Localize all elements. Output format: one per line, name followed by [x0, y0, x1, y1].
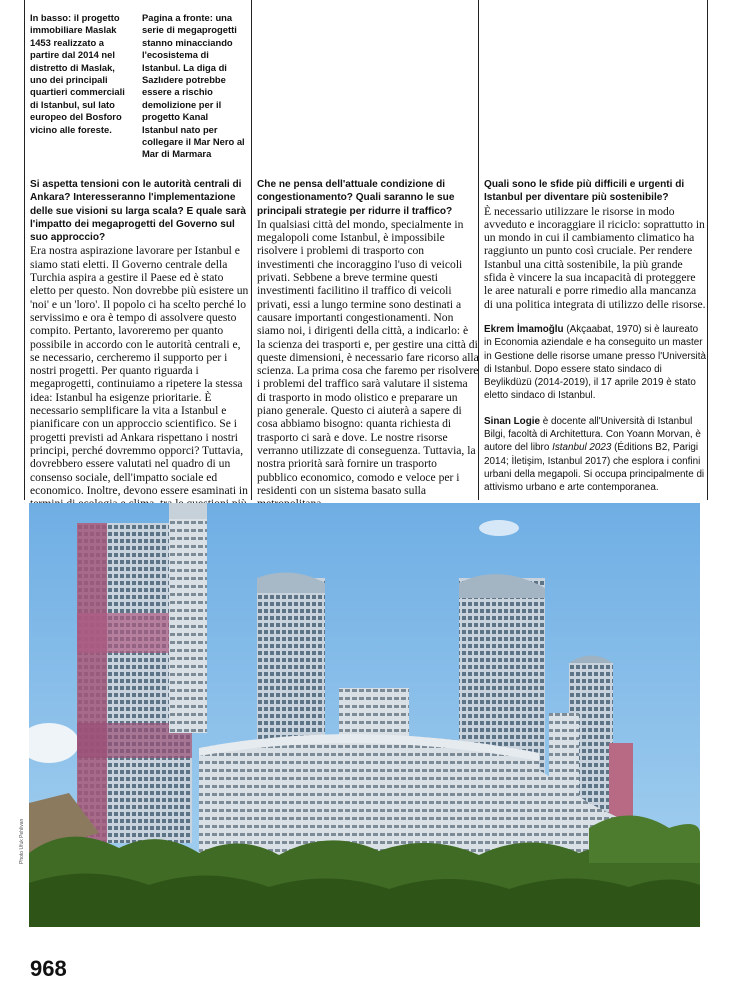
page-number: 968: [30, 956, 67, 981]
column-rule: [24, 0, 25, 500]
answer: Era nostra aspirazione lavorare per Istanbul e siamo stati eletti. Il Governo centrale della Turchia aspira a gestire il Paese ed è stato eletto per questo. Non dovrebbe più esistere un 'noi' e un 'loro'. Il popolo ci ha scelto perché lo servissimo e ora è tempo di assolvere questo compito. Pertanto, lavoreremo per quanto possibile in accordo con le autorità centrali e, se necessario, cercheremo il supporto per i nostri progetti. Per quanto riguarda i megaprogetti, continuiamo a ripetere la stessa idea: Istanbul ha esigenze prioritarie. È necessario semplificare la vita a Istanbul e pianificare con un approccio scientifico. Se i progetti previsti ad Ankara rispettano i nostri principi, perché dovremmo opporci? Tuttavia, dovrebbero essere valutati nel quadro di un consenso sociale, dell'impatto sociale ed economico. Inoltre, devono essere esaminati in: [30, 244, 249, 497]
author-bio-logie: [484, 415, 706, 495]
bio-text: (Éditions B2, Parigi 2014; İletişim, Istanbul 2017) che esplora i confini urbani della megapoli. Si occupa principalmente di attivismo urbano e arte contemporanea.: [484, 442, 705, 494]
bio-name: Sinan Logie: [484, 415, 540, 427]
bio-text: (Akçaabat, 1970) si è laureato in Economia aziendale e ha conseguito un master in Gestione delle risorse umane presso l'Università di Istanbul. Dopo essere stato sindaco di Beylikdüzü (2014-2019), il 17 aprile 2019 è stato eletto sindaco di Istanbul.: [484, 323, 706, 402]
question: Quali sono le sfide più difficili e urgenti di Istanbul per diventare più sostenibile?: [484, 179, 685, 204]
question: Che ne pensa dell'attuale condizione di congestionamento? Quali saranno le sue principali strategie per ridurre il traffico?: [257, 179, 455, 217]
column-rule: [707, 0, 708, 500]
city-skyline-illustration: [29, 503, 700, 927]
bio-text: è docente all'Università di Istanbul Bilgi, facoltà di Architettura. Con Yoann Morvan, è autore del libro: [484, 415, 701, 454]
maslak-1453-photo: [29, 503, 700, 927]
book-title: Istanbul 2023: [552, 442, 612, 454]
answer: È necessario utilizzare le risorse in modo avveduto e incoraggiare il riciclo: soprattutto in un mondo in cui il cambiamento climatico ha raggiunto un punto così cruciale. Per rendere Istanbul una città sostenibile, la più grande sfida è vincere la sua incapacità di proteggere le aree naturali e porre rimedio alla mancanza di una politica integrata di utilizzo delle risorse.: [484, 204, 706, 311]
photo-credit: Photo Ufuk Pehlivan: [19, 818, 25, 864]
bio-name: Ekrem İmamoğlu: [484, 323, 564, 335]
interview-column-2: [257, 178, 479, 510]
interview-column-3: [484, 178, 706, 495]
interview-column-1: [30, 178, 252, 524]
question: Si aspetta tensioni con le autorità centrali di Ankara? Interesseranno l'implementazione delle sue visioni su larga scala? E quale sarà l'impatto dei megaprogetti del Governo sul suo approccio?: [30, 179, 246, 244]
answer: In qualsiasi città del mondo, specialmente in megalopoli come Istanbul, è impossibile risolvere i problemi di trasporto con investimenti che incoraggino l'uso di veicoli privati. Sebbene a breve termine questi investimenti facilitino il traffico di veicoli privati, essi a lungo termine sono destinati a causare importanti congestionamenti. Non siamo noi, i dirigenti della città, a indicarlo: è la scienza dei trasporti e, per gestire una città di queste dimensioni, è necessario fare ricorso alla scienza. La prima cosa che faremo per risolvere i problemi del traffico sarà valutare il sistema di trasporto in modo olistico e preparare un piano generale. Questo ci aiuterà a sapere di cosa abbiamo bisogno: quanta richiesta di trasporto ci sarà e dove. Le nostre risorse verranno utilizzate di conseguenza. Tuttavia, la nostra priorità sarà fornire un trasporto pubblico economico, comodo e veloce per i residenti con un sistema basato sulla: [257, 217, 479, 497]
caption-right: Pagina a fronte: una serie di megaprogetti stanno minacciando l'ecosistema di Istanbul. La diga di Sazlıdere potrebbe essere a rischio demolizione per il progetto Kanal Istanbul nato per collegare il Mar Nero al Mar di Marmara: [142, 12, 245, 160]
author-bio-imamoglu: [484, 323, 706, 403]
caption-left: In basso: il progetto immobiliare Maslak 1453 realizzato a partire dal 2014 nel distretto di Maslak, uno dei principali quartieri commerciali di Istanbul, sul lato europeo del Bosforo vicino alle foreste.: [30, 12, 125, 135]
